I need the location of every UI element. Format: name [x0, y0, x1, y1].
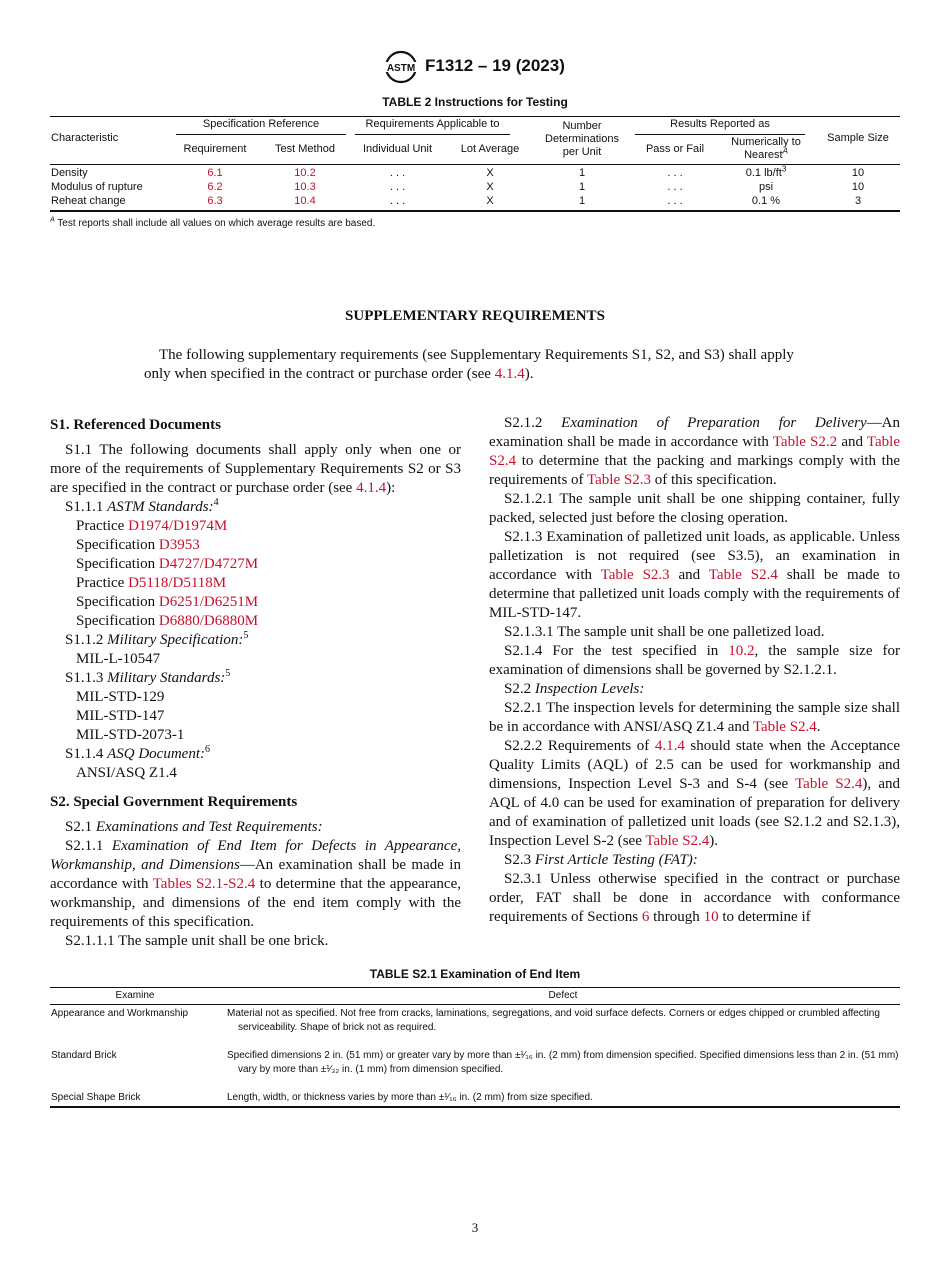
section-link[interactable]: 6: [641, 909, 650, 925]
reference-item: ANSI/ASQ Z1.4: [76, 765, 177, 781]
paragraph: S1.1.3 Military Standards:$^5$: [65, 668, 231, 686]
section-link[interactable]: 10.2: [728, 643, 755, 659]
cell-characteristic: Modulus of rupture: [51, 181, 143, 193]
section-link[interactable]: 4.1.4: [356, 480, 387, 496]
table-link[interactable]: Table S2.4: [489, 434, 900, 469]
th-examine: Examine: [115, 990, 155, 1001]
table-rule: [355, 134, 510, 135]
cell-examine: Special Shape Brick: [51, 1092, 141, 1103]
table-link[interactable]: Table S2.4: [795, 776, 863, 792]
table-link[interactable]: Table S2.4: [708, 567, 778, 583]
th-lot-average: Lot Average: [460, 143, 520, 155]
table-rule: [635, 134, 805, 135]
cell-sample: 3: [854, 195, 862, 207]
table-link[interactable]: Table S2.2: [772, 434, 838, 450]
cell-number: 1: [578, 195, 586, 207]
cell-examine: Appearance and Workmanship: [51, 1008, 189, 1019]
th-number-2: Determinations: [545, 133, 619, 145]
paragraph: S1.1.4 ASQ Document:$^6$: [65, 744, 210, 762]
supplementary-title: SUPPLEMENTARY REQUIREMENTS: [345, 308, 605, 324]
paragraph: S2.3.1 Unless otherwise specified in the contract or purchase order, FAT shall be done in accordance with conformance requirements of Sections 6 through 10 to determine if: [489, 871, 900, 925]
cell-individual: . . .: [389, 167, 406, 179]
section-link[interactable]: 10: [703, 909, 719, 925]
cell-individual: . . .: [389, 181, 406, 193]
page-number: 3: [471, 1220, 479, 1235]
table-rule: [50, 210, 900, 212]
standard-link[interactable]: D5118/D5118M: [128, 575, 227, 591]
table-link[interactable]: Table S2.4: [752, 719, 817, 735]
table-rule: [50, 1004, 900, 1005]
cell-characteristic: Reheat change: [51, 195, 126, 207]
th-number-3: per Unit: [562, 146, 602, 158]
paragraph: S2.1.2 Examination of Preparation for Delivery—An examination shall be made in accordance with Table S2.2 and Table S2.4 to determine that the packing and markings comply with the requirements of Table S2.3 of this specification.: [489, 415, 900, 488]
page-header: [0, 50, 950, 86]
cell-test-method-link[interactable]: 10.2: [294, 167, 316, 179]
paragraph: S2.1.4 For the test specified in 10.2, the sample size for examination of dimensions shall be governed by S2.1.2.1.: [489, 643, 900, 678]
cell-lot: X: [486, 195, 494, 207]
cell-pass-fail: . . .: [667, 181, 683, 193]
paragraph: S1.1.2 Military Specification:$^5$: [65, 630, 249, 648]
table-rule: [50, 164, 900, 165]
th-results-reported: Results Reported as: [670, 118, 770, 130]
paragraph: S2.1.3 Examination of palletized unit loads, as applicable. Unless palletization is not required (see S3.5), an examination in accordance with Table S2.3 and Table S2.4 shall be made to determine that palletized unit loads comply with the requirements of MIL-STD-147.: [489, 529, 900, 621]
table-s2-1-caption: TABLE S2.1 Examination of End Item: [369, 967, 581, 981]
cell-test-method-link[interactable]: 10.4: [294, 195, 316, 207]
th-individual-unit: Individual Unit: [362, 143, 433, 155]
th-requirement: Requirement: [183, 143, 247, 155]
th-spec-ref: Specification Reference: [202, 118, 320, 130]
paragraph: S2.2.2 Requirements of 4.1.4 should state when the Acceptance Quality Limits (AQL) of 2.5 can be used for workmanship and dimensions, Inspection Level S-3 and S-4 (see Table S2.4), and AQL of 4.0 can be used for examination of preparation for delivery and of examination of palletized unit loads (see S2.1.2 and S2.1.3), Inspection Level S-2 (see Table S2.4).: [489, 738, 900, 849]
reference-item: Practice D1974/D1974M: [76, 518, 228, 534]
reference-item: Specification D6880/D6880M: [76, 613, 259, 629]
th-test-method: Test Method: [275, 143, 335, 155]
reference-item: Practice D5118/D5118M: [76, 575, 227, 591]
paragraph: S2.1 Examinations and Test Requirements:: [65, 819, 323, 835]
reference-item: Specification D3953: [76, 537, 200, 553]
paragraph: S2.2 Inspection Levels:: [504, 681, 645, 697]
cell-sample: 10: [851, 167, 865, 179]
cell-characteristic: Density: [51, 167, 88, 179]
reference-item: MIL-STD-147: [76, 708, 165, 724]
cell-requirement-link[interactable]: 6.3: [207, 195, 223, 207]
table2-caption: TABLE 2 Instructions for Testing: [382, 95, 568, 109]
standard-link[interactable]: D3953: [158, 537, 200, 553]
logo-text: ASTM: [386, 63, 416, 74]
cell-defect: Material not as specified. Not free from cracks, laminations, segregations, and void surface defects. Corners or edges chipped or crumbled affecting serviceability. Shape of brick not as required.: [227, 1008, 880, 1033]
table-link[interactable]: Table S2.3: [587, 472, 651, 488]
th-characteristic: Characteristic: [51, 132, 119, 144]
table-rule: [176, 134, 346, 135]
paragraph: S1.1 The following documents shall apply only when one or more of the requirements of Supplementary Requirements S2 or S3 are specified in the contract or purchase order (see 4.1.4):: [50, 442, 461, 496]
table-link[interactable]: Table S2.4: [645, 833, 710, 849]
table-rule: [50, 1106, 900, 1108]
th-number-1: Number: [562, 120, 602, 132]
standard-link[interactable]: D6880/D6880M: [158, 613, 259, 629]
paragraph: S2.1.1.1 The sample unit shall be one brick.: [65, 933, 329, 949]
cell-requirement-link[interactable]: 6.2: [207, 181, 223, 193]
paragraph: S2.1.2.1 The sample unit shall be one shipping container, fully packed, selected just before the closing operation.: [489, 491, 900, 526]
supplementary-intro: The following supplementary requirements (see Supplementary Requirements S1, S2, and S3) shall apply only when specified in the contract or purchase order (see 4.1.4).: [144, 347, 794, 382]
th-pass-fail: Pass or Fail: [645, 143, 705, 155]
cell-nearest: psi: [758, 181, 774, 193]
reference-item: MIL-STD-2073-1: [76, 727, 185, 743]
section-heading: S1. Referenced Documents: [50, 417, 221, 433]
cell-test-method-link[interactable]: 10.3: [294, 181, 316, 193]
cell-nearest: 0.1 $lb/ft^3$: [745, 164, 787, 179]
table-link[interactable]: Table S2.3: [600, 567, 670, 583]
standard-link[interactable]: D6251/D6251M: [158, 594, 259, 610]
paragraph: S2.2.1 The inspection levels for determining the sample size shall be in accordance with ANSI/ASQ Z1.4 and Table S2.4.: [489, 700, 900, 735]
cell-pass-fail: . . .: [667, 195, 683, 207]
cell-pass-fail: . . .: [667, 167, 683, 179]
table-rule: [50, 987, 900, 988]
cell-sample: 10: [851, 181, 865, 193]
paragraph: S1.1.1 ASTM Standards:$^4$: [65, 497, 219, 515]
th-numerically-2: Nearest$^A$: [744, 146, 788, 161]
paragraph: S2.3 First Article Testing (FAT):: [504, 852, 698, 868]
th-sample-size: Sample Size: [827, 132, 889, 144]
table-rule: [50, 116, 900, 117]
reference-item: Specification D6251/D6251M: [76, 594, 259, 610]
section-heading: S2. Special Government Requirements: [50, 794, 298, 810]
table2: [50, 112, 900, 212]
paragraph: S2.1.3.1 The sample unit shall be one palletized load.: [504, 624, 825, 640]
left-column: [50, 414, 461, 951]
cell-defect: Specified dimensions 2 in. (51 mm) or greater vary by more than ±¹⁄₁₆ in. (2 mm) from dimension specified. Specified dimensions less than 2 in. (51 mm) vary by more than ±¹⁄₃₂ in. (1 mm) from dimension specified.: [227, 1050, 899, 1075]
reference-item: Specification D4727/D4727M: [76, 556, 259, 572]
th-req-applicable: Requirements Applicable to: [365, 118, 500, 130]
section-link[interactable]: 4.1.4: [654, 738, 685, 754]
table2-footnote: $^A$ Test reports shall include all values on which average results are based.: [50, 216, 376, 229]
cell-lot: X: [486, 167, 494, 179]
designation: F1312 – 19 (2023): [425, 56, 565, 75]
table-link[interactable]: Tables S2.1-S2.4: [152, 876, 256, 892]
reference-item: MIL-STD-129: [76, 689, 165, 705]
astm-logo-icon: [381, 50, 421, 84]
reference-item: MIL-L-10547: [76, 651, 161, 667]
cell-nearest: 0.1 %: [751, 195, 781, 207]
standard-link[interactable]: D1974/D1974M: [128, 518, 228, 534]
cell-defect: Length, width, or thickness varies by more than ±¹⁄₁₆ in. (2 mm) from size specified.: [227, 1092, 593, 1103]
th-defect: Defect: [548, 990, 578, 1001]
cell-requirement-link[interactable]: 6.1: [207, 167, 223, 179]
cell-lot: X: [486, 181, 494, 193]
paragraph: S2.1.1 Examination of End Item for Defects in Appearance, Workmanship, and Dimensions—An examination shall be made in accordance with Tables S2.1-S2.4 to determine that the appearance, workmanship, and dimensions of the end item comply with the requirements of this specification.: [50, 838, 462, 930]
cell-number: 1: [578, 167, 586, 179]
cell-individual: . . .: [389, 195, 406, 207]
cell-examine: Standard Brick: [51, 1050, 117, 1061]
cell-number: 1: [578, 181, 586, 193]
th-numerically-1: Numerically to: [731, 136, 801, 148]
standard-link[interactable]: D4727/D4727M: [158, 556, 259, 572]
section-link[interactable]: 4.1.4: [494, 366, 525, 382]
right-column: [489, 414, 900, 927]
